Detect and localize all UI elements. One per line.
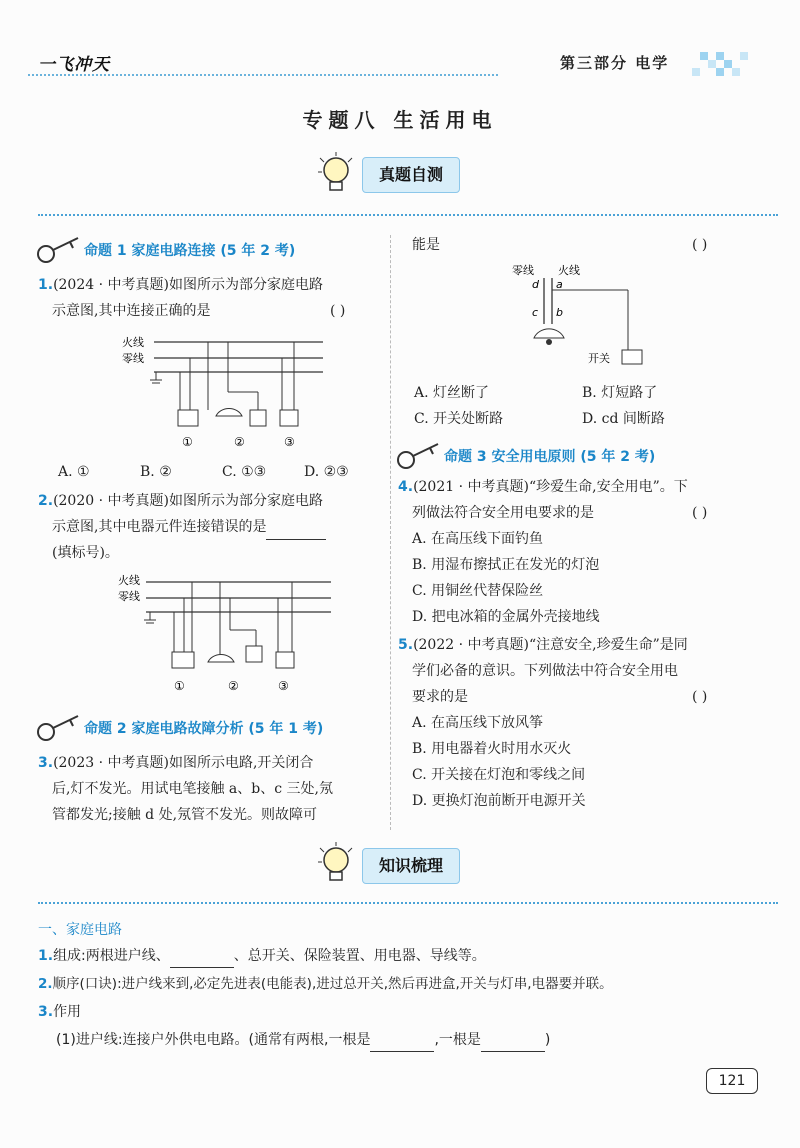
question-3-number: 3. <box>38 755 54 771</box>
question-5-line1: (2022 · 中考真题)“注意安全,珍爱生命”是同 <box>413 637 688 653</box>
question-1-line1: (2024 · 中考真题)如图所示为部分家庭电路 <box>53 277 323 293</box>
header-checker-decoration <box>692 48 752 84</box>
lightbulb-icon <box>316 150 360 200</box>
knowledge-item-3 <box>38 1000 81 1024</box>
knowledge-item-3-1-b: ,一根是 <box>434 1032 481 1048</box>
q3-option-a: A. 灯丝断了 <box>414 385 490 401</box>
topic-2-label: 命题 2 家庭电路故障分析 <box>84 721 244 737</box>
topic-1-freq: (5 年 2 考) <box>220 243 296 259</box>
knowledge-item-3-1-c: ) <box>544 1032 551 1048</box>
label-1: ① <box>182 435 193 449</box>
label-2: ② <box>234 435 245 449</box>
question-4-number: 4. <box>398 479 414 495</box>
live-wire-label: 火线 <box>558 264 580 277</box>
q3-option-c: C. 开关处断路 <box>414 411 504 427</box>
label-1: ① <box>174 679 185 693</box>
point-d: d <box>532 278 539 291</box>
point-c: c <box>532 306 539 319</box>
switch-label: 开关 <box>588 352 610 365</box>
question-1-line2: 示意图,其中连接正确的是 <box>52 303 211 319</box>
banner-self-test: 真题自测 <box>362 157 460 193</box>
question-2-line1: (2020 · 中考真题)如图所示为部分家庭电路 <box>53 493 323 509</box>
knowledge-item-2-text: 顺序(口诀):进户线来到,必定先进表(电能表),进过总开关,然后再进盒,开关与灯串,电器要并联。 <box>52 976 613 992</box>
q3-option-b: B. 灯短路了 <box>582 385 658 401</box>
q5-option-c: C. 开关接在灯泡和零线之间 <box>412 767 586 783</box>
question-2-line2: 示意图,其中电器元件连接错误的是 <box>52 519 267 535</box>
label-3: ③ <box>278 679 289 693</box>
question-5 <box>398 632 758 814</box>
topic-1-label: 命题 1 家庭电路连接 <box>84 243 216 259</box>
section-divider <box>38 214 778 216</box>
answer-blank[interactable] <box>170 953 234 968</box>
question-5-line2: 学们必备的意识。下列做法中符合安全用电 <box>412 663 678 679</box>
circuit-diagram-q1 <box>118 332 328 456</box>
knowledge-item-3-1 <box>56 1028 550 1052</box>
question-3-line4: 能是 <box>412 237 440 253</box>
question-3-continued <box>412 232 752 258</box>
section-header: 第三部分 电学 <box>560 54 670 72</box>
q4-option-b: B. 用湿布擦拭正在发光的灯泡 <box>412 557 600 573</box>
question-3 <box>38 750 388 828</box>
section-divider <box>38 902 778 904</box>
answer-blank[interactable] <box>266 525 326 540</box>
q1-option-b: B. ② <box>140 464 172 480</box>
header-divider <box>28 74 498 76</box>
question-2-line3: (填标号)。 <box>52 545 119 561</box>
q5-option-d: D. 更换灯泡前断开电源开关 <box>412 793 586 809</box>
knowledge-item-2 <box>38 972 613 996</box>
knowledge-item-1-b: 、总开关、保险装置、用电器、导线等。 <box>233 948 486 964</box>
q5-option-a: A. 在高压线下放风筝 <box>412 715 544 731</box>
topic-2 <box>84 718 323 738</box>
question-4-line1: (2021 · 中考真题)“珍爱生命,安全用电”。下 <box>413 479 688 495</box>
q1-option-d: D. ②③ <box>304 464 349 480</box>
knowledge-heading: 一、家庭电路 <box>38 922 122 938</box>
q5-option-b: B. 用电器着火时用水灭火 <box>412 741 572 757</box>
point-b: b <box>556 306 563 319</box>
circuit-diagram-q3 <box>510 262 660 374</box>
q1-option-a: A. ① <box>58 464 90 480</box>
knowledge-item-1-number: 1. <box>38 948 54 964</box>
live-wire-label: 火线 <box>118 574 140 587</box>
q3-option-d: D. cd 间断路 <box>582 411 665 427</box>
point-a: a <box>556 278 563 291</box>
q1-option-c: C. ①③ <box>222 464 267 480</box>
neutral-wire-label: 零线 <box>512 264 534 277</box>
knowledge-item-3-text: 作用 <box>53 1004 82 1020</box>
answer-blank[interactable] <box>481 1037 545 1052</box>
key-icon <box>36 712 82 742</box>
topic-1 <box>84 240 295 260</box>
question-3-line1: (2023 · 中考真题)如图所示电路,开关闭合 <box>53 755 314 771</box>
label-2: ② <box>228 679 239 693</box>
column-divider <box>390 235 391 830</box>
question-4-line2: 列做法符合安全用电要求的是 <box>412 505 594 521</box>
answer-paren: ( ) <box>692 505 708 521</box>
question-1-number: 1. <box>38 277 54 293</box>
label-3: ③ <box>284 435 295 449</box>
neutral-wire-label: 零线 <box>122 352 144 365</box>
question-5-number: 5. <box>398 637 414 653</box>
knowledge-item-2-number: 2. <box>38 976 53 992</box>
answer-paren: ( ) <box>692 237 708 253</box>
knowledge-item-3-1-a: (1)进户线:连接户外供电电路。(通常有两根,一根是 <box>56 1032 371 1048</box>
page-number: 121 <box>706 1068 758 1094</box>
question-1 <box>38 272 388 324</box>
answer-paren: ( ) <box>330 303 346 319</box>
knowledge-item-1-a: 组成:两根进户线、 <box>53 948 170 964</box>
topic-2-freq: (5 年 1 考) <box>248 721 324 737</box>
neutral-wire-label: 零线 <box>118 590 140 603</box>
circuit-diagram-q2 <box>116 570 336 698</box>
knowledge-item-1 <box>38 944 486 968</box>
live-wire-label: 火线 <box>122 336 144 349</box>
banner-knowledge: 知识梳理 <box>362 848 460 884</box>
question-4 <box>398 474 758 630</box>
question-3-line2: 后,灯不发光。用试电笔接触 a、b、c 三处,氖 <box>52 781 333 797</box>
key-icon <box>36 234 82 264</box>
question-3-line3: 管都发光;接触 d 处,氖管不发光。则故障可 <box>52 807 318 823</box>
q4-option-a: A. 在高压线下面钓鱼 <box>412 531 544 547</box>
page-title: 专题八 生活用电 <box>302 108 498 132</box>
q4-option-c: C. 用铜丝代替保险丝 <box>412 583 544 599</box>
knowledge-item-3-number: 3. <box>38 1004 54 1020</box>
answer-paren: ( ) <box>692 689 708 705</box>
q4-option-d: D. 把电冰箱的金属外壳接地线 <box>412 609 600 625</box>
brand-logo-text: 一飞冲天 <box>38 55 110 75</box>
question-2-number: 2. <box>38 493 54 509</box>
topic-3-freq: (5 年 2 考) <box>580 449 656 465</box>
topic-3-label: 命题 3 安全用电原则 <box>444 449 576 465</box>
question-5-line3: 要求的是 <box>412 689 468 705</box>
key-icon <box>396 440 442 470</box>
lightbulb-icon <box>316 840 360 890</box>
question-2 <box>38 488 388 566</box>
answer-blank[interactable] <box>370 1037 434 1052</box>
topic-3 <box>444 446 655 466</box>
